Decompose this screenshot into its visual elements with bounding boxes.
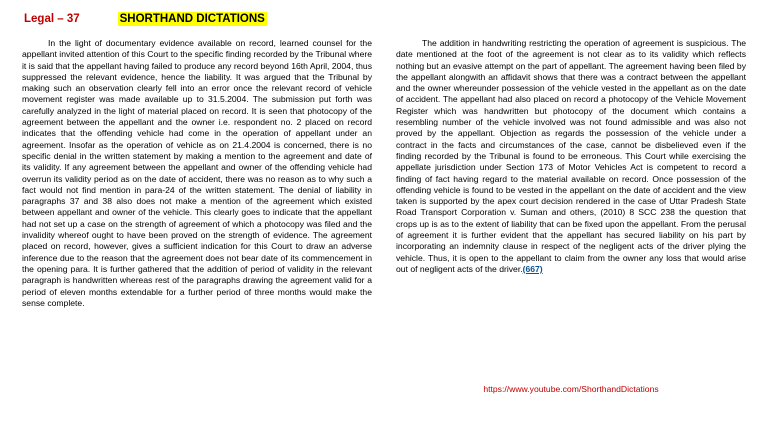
- right-paragraph-text: The addition in handwriting restricting the operation of agreement is suspicious. The date mentioned at the foot of the agreement is not clear as to its validity which reflects nothing but an evasive attempt on the part of appellant. The agreement having been filed by the appellant alongwith an affidavit shows that there was a contract between the appellant and the owner whereunder possession of the vehicle vested in the appellant as on the date of accident. The appellant had also placed on record a photocopy of the Vehicle Movement Register which was handwritten but photocopy of the document which contains a resembling number of the vehicle involved was not found admissible and was also not proved by the appellant. Objection as regards the possession of the vehicle under a contract in the facts and circumstances of the case, cannot be disbelieved even if the finding recorded by the Tribunal is found to be erroneous. This Court while exercising the appellate jurisdiction under Section 173 of Motor Vehicles Act is competent to record a finding of fact having regard to the material available on record. Once possession of the offending vehicle is found to be vested in the appellant on the date of accident and the view taken is supported by the apex court decision rendered in the case of Uttar Pradesh State Road Transport Corporation v. Suman and others, (2010) 8 SCC 238 the question that crops up is as to the extent of liability that can be fixed upon the appellant. From the perusal of agreement it is further evident that the appellant has secured liability on his part by incorporating an indemnity clause in respect of the negligent acts of the driver plying the vehicle. Thus, it is open to the appellant to claim from the owner any loss that would arise out of negligent acts of the driver.: [396, 38, 746, 274]
- page-title: SHORTHAND DICTATIONS: [119, 13, 265, 25]
- left-paragraph: In the light of documentary evidence available on record, learned counsel for the appellant invited attention of this Court to the specific finding recorded by the Tribunal where it is said that the appellant having failed to produce any record beyond 16th April, 2004, thus suppressed the relevant evidence, hence the liability. It was argued that the Tribunal by making such an observation clearly fell into an error once the relevant record of vehicle movement register was made available up to 31.5.2004. The submission put forth was carefully analyzed in the light of material placed on record. It is seen that photocopy of the agreement between the appellant and the owner i.e. respondent no. 2 placed on record indicates that the offending vehicle had come in the operation of appellant under an agreement. Insofar as the operation of vehicle as on 21.4.2004 is concerned, there is no specific denial in the written statement by making a mention to the agreement and date of its validity. If any agreement between the appellant and owner of the offending vehicle had overrun its validity period as on the date of accident, there was no reason as to why such a fact would not find mention in para-24 of the written statement. The denial of liability in paragraphs 37 and 38 also does not make a mention of the agreement which existed between appellant and owner of the vehicle. This clearly goes to indicate that the appellant had not set up a case on the strength of agreement of which a photocopy was filed and the invalidity whereof ought to have been proved on the strength of evidence. The agreement placed on record, however, gives a sufficient indication for this Court to draw an adverse inference due to the reason that the agreement does not bear date of its commencement in the opening para. It is further gathered that the addition of period of validity in the relevant paragraph is handwritten whereas rest of the paragraphs drawing the agreement valid for a period of eleven months extendable for a further period of three months would make the sense complete.: [22, 38, 372, 308]
- right-column: [396, 38, 746, 275]
- left-column: [22, 38, 372, 309]
- page-header: [24, 8, 267, 30]
- lesson-label: Legal – 37: [24, 13, 80, 25]
- right-paragraph: [396, 38, 746, 275]
- word-count-link[interactable]: (667): [522, 263, 543, 274]
- youtube-link[interactable]: https://www.youtube.com/ShorthandDictations: [483, 384, 659, 394]
